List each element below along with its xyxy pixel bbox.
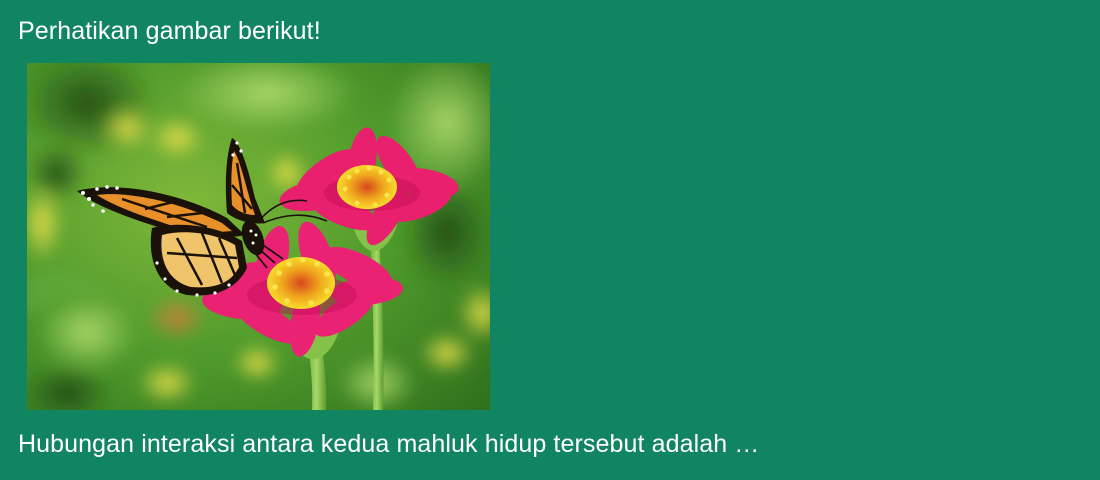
prompt-text: Perhatikan gambar berikut!: [18, 17, 321, 45]
front-flower-center: [267, 257, 335, 309]
butterfly-flower-photo: [27, 63, 490, 410]
question-text: Hubungan interaksi antara kedua mahluk hidup tersebut adalah …: [18, 430, 760, 458]
